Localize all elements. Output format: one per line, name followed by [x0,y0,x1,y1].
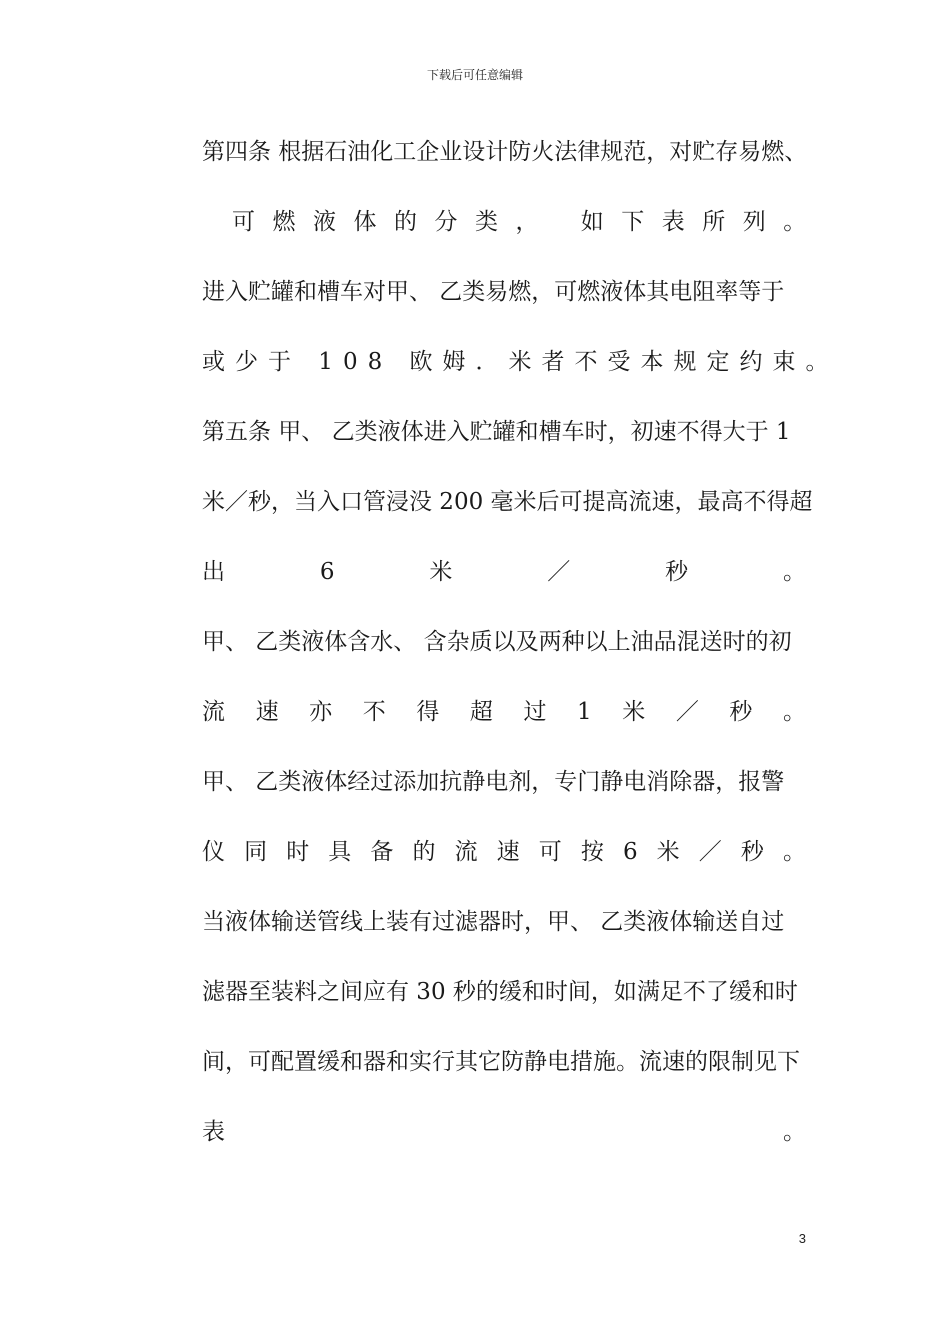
justified-token: 1 [577,699,592,725]
justified-token: 出 [202,559,225,585]
paragraph-line: 滤器至装料之间应有 30 秒的缓和时间，如满足不了缓和时 [202,979,798,1005]
justified-token: ／ [675,699,699,725]
paragraph-line-justified [202,837,806,867]
justified-token: 。 [782,559,806,585]
paragraph-line: 甲、 乙类液体含水、 含杂质以及两种以上油品混送时的初 [202,629,792,655]
justified-token: 过 [523,699,547,725]
paragraph-line: 第五条 甲、 乙类液体进入贮罐和槽车时，初速不得大于 1 [202,419,791,445]
justified-token: 按 [580,839,604,865]
justified-token: 仪 [202,839,225,865]
justified-token: 米 [622,699,646,725]
justified-token: 米 [656,839,680,865]
paragraph-line-justified [202,557,806,587]
justified-token: 。 [782,839,806,865]
justified-token: 6 [622,839,638,865]
justified-token: 6 [319,559,335,585]
justified-token: 。 [783,1119,806,1145]
justified-token: 具 [328,839,352,865]
justified-token: 米 [429,559,453,585]
justified-token: 备 [370,839,394,865]
justified-token: 的 [412,839,436,865]
justified-token: 。 [783,699,806,725]
justified-token: 速 [496,839,520,865]
page-header: 下载后可任意编辑 [426,68,523,82]
paragraph-line: 或少于 108 欧姆．米者不受本规定约束。 [202,349,839,375]
justified-token: ／ [547,559,571,585]
justified-token: 得 [416,699,440,725]
paragraph-line: 进入贮罐和槽车对甲、 乙类易燃，可燃液体其电阻率等于 [202,279,785,305]
justified-token: 可 [538,839,562,865]
justified-token: 秒 [740,839,764,865]
justified-token: 超 [469,699,493,725]
justified-token: ／ [698,839,722,865]
paragraph-line: 米／秒，当入口管浸没 200 毫米后可提高流速，最高不得超 [202,489,813,515]
page-number: 3 [798,1231,806,1246]
justified-token: 秒 [665,559,689,585]
justified-token: 秒 [729,699,753,725]
justified-token: 表 [202,1119,225,1145]
justified-token: 流 [454,839,478,865]
paragraph-line: 间，可配置缓和器和实行其它防静电措施。流速的限制见下 [202,1049,800,1075]
justified-token: 流 [202,699,225,725]
justified-token: 速 [255,699,279,725]
paragraph-line-justified [202,697,806,727]
paragraph-line-justified [202,1117,806,1147]
paragraph-line: 甲、 乙类液体经过添加抗静电剂，专门静电消除器，报警 [202,769,785,795]
justified-token: 不 [362,699,386,725]
paragraph-line: 第四条 根据石油化工企业设计防火法律规范，对贮存易燃、 [202,139,808,165]
paragraph-line: 可燃液体的分类， 如下表所列。 [232,209,824,235]
justified-token: 同 [244,839,268,865]
justified-token: 时 [286,839,310,865]
justified-token: 亦 [309,699,333,725]
paragraph-line: 当液体输送管线上装有过滤器时，甲、 乙类液体输送自过 [202,909,785,935]
